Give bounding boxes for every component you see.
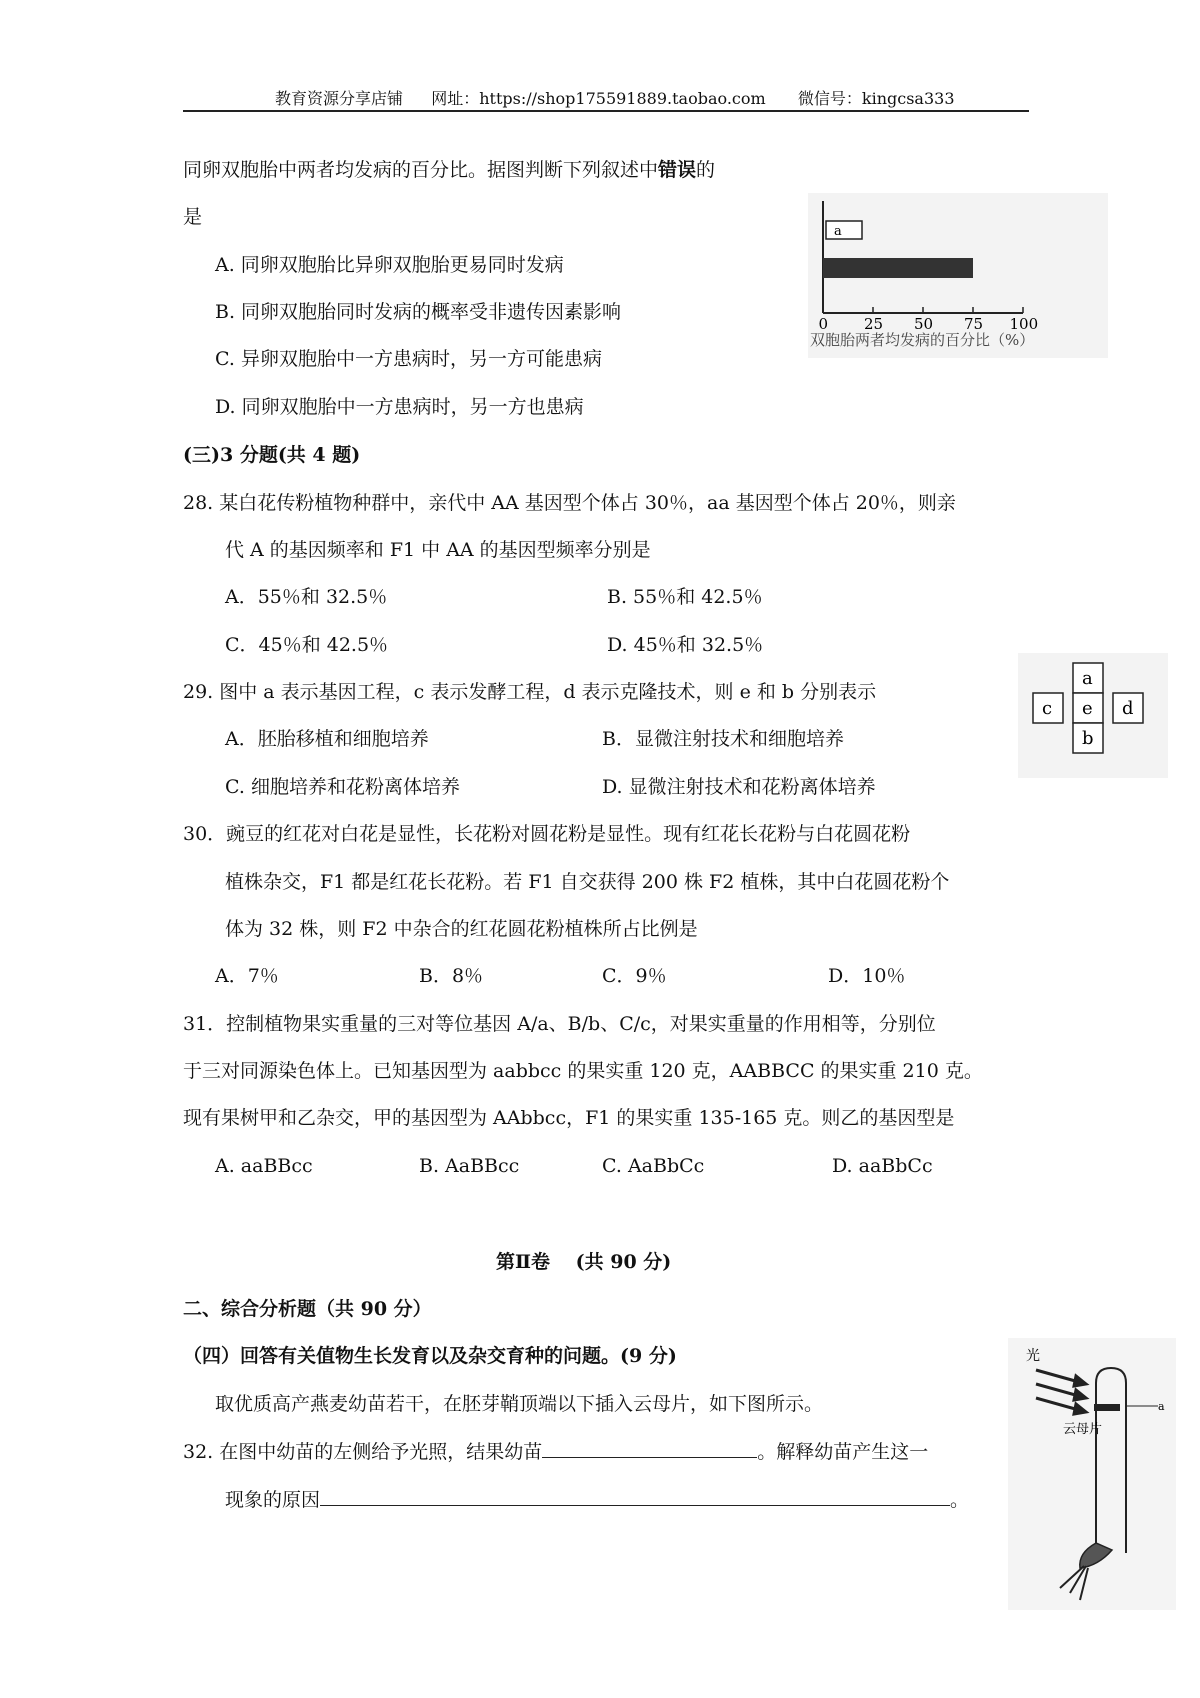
chart-category-label: a bbox=[834, 224, 842, 239]
header-shop: 教育资源分享店铺 bbox=[275, 89, 404, 108]
q27-option-d: D. 同卵双胞胎中一方患病时，另一方也患病 bbox=[215, 396, 584, 418]
seedling-a-label: a bbox=[1158, 1400, 1165, 1413]
part2-intro: 取优质高产燕麦幼苗若干，在胚芽鞘顶端以下插入云母片，如下图所示。 bbox=[215, 1393, 824, 1415]
q31-option-c: C. AaBbCc bbox=[602, 1155, 705, 1177]
seedling-light-label: 光 bbox=[1026, 1348, 1040, 1364]
header-url-label: 网址： bbox=[431, 89, 480, 108]
q32-answer-blank-2[interactable] bbox=[320, 1487, 950, 1506]
q32-text-a: 32. 在图中幼苗的左侧给予光照，结果幼苗 bbox=[183, 1441, 543, 1463]
header-url: https://shop175591889.taobao.com bbox=[479, 89, 766, 108]
cross-diagram-figure bbox=[1018, 653, 1168, 778]
light-arrows-icon bbox=[1036, 1370, 1086, 1414]
q30-line3: 体为 32 株，则 F2 中杂合的红花圆花粉植株所占比例是 bbox=[225, 918, 698, 940]
q28-option-d: D. 45％和 32.5％ bbox=[607, 634, 764, 656]
q31-line2: 于三对同源染色体上。已知基因型为 aabbcc 的果实重 120 克，AABBCC 的果实重 210 克。 bbox=[183, 1060, 983, 1082]
q30-option-a: A．7％ bbox=[215, 965, 279, 987]
q27-stem-line2: 是 bbox=[183, 206, 203, 228]
cross-label-e: e bbox=[1082, 698, 1093, 719]
q28-option-c: C．45％和 42.5％ bbox=[225, 634, 389, 656]
chart-x-label: 双胞胎两者均发病的百分比（%） bbox=[810, 331, 1035, 349]
part2-section-title: 二、综合分析题（共 90 分） bbox=[183, 1298, 432, 1320]
header-wechat: kingcsa333 bbox=[861, 89, 955, 108]
q27-option-a: A. 同卵双胞胎比异卵双胞胎更易同时发病 bbox=[215, 254, 564, 276]
q28-option-b: B. 55％和 42.5％ bbox=[607, 586, 763, 608]
seedling-figure bbox=[1008, 1338, 1176, 1610]
q32-text-end: 。 bbox=[950, 1489, 970, 1511]
q29-line1: 29. 图中 a 表示基因工程，c 表示发酵工程，d 表示克隆技术，则 e 和 b 分别表示 bbox=[183, 681, 877, 703]
q31-line1: 31．控制植物果实重量的三对等位基因 A/a、B/b、C/c，对果实重量的作用相等，分别位 bbox=[183, 1013, 936, 1035]
q30-option-d: D．10％ bbox=[828, 965, 906, 987]
q28-option-a: A．55％和 32.5％ bbox=[225, 586, 388, 608]
q32-line1 bbox=[183, 1439, 928, 1464]
q29-option-a: A．胚胎移植和细胞培养 bbox=[225, 728, 429, 750]
q32-text-b: 。解释幼苗产生这一 bbox=[757, 1441, 929, 1463]
q31-option-a: A. aaBBcc bbox=[215, 1155, 313, 1177]
section3-title: (三)3 分题(共 4 题) bbox=[183, 444, 361, 466]
q27-stem-tail: 的 bbox=[696, 159, 716, 181]
part2-subsection-title: （四）回答有关值物生长发育以及杂交育种的问题。(9 分) bbox=[183, 1345, 677, 1367]
q32-line2 bbox=[225, 1487, 969, 1512]
root-lines bbox=[1060, 1566, 1088, 1600]
twins-chart-figure bbox=[808, 193, 1108, 358]
q32-text-c: 现象的原因 bbox=[225, 1489, 321, 1511]
chart-tick-label-0: 0 bbox=[818, 315, 829, 333]
header-wechat-label: 微信号： bbox=[797, 89, 862, 108]
q29-option-d: D. 显微注射技术和花粉离体培养 bbox=[602, 776, 876, 798]
q31-option-d: D. aaBbCc bbox=[832, 1155, 933, 1177]
q27-stem-bold: 错误 bbox=[658, 159, 697, 181]
q30-option-c: C．9％ bbox=[602, 965, 667, 987]
q31-option-b: B. AaBBcc bbox=[419, 1155, 520, 1177]
twins-bar-chart bbox=[808, 193, 1108, 358]
mica-piece bbox=[1094, 1404, 1120, 1411]
part2-title: 第Ⅱ卷 (共 90 分) bbox=[496, 1251, 672, 1273]
q27-option-b: B. 同卵双胞胎同时发病的概率受非遗传因素影响 bbox=[215, 301, 622, 323]
q30-line1: 30．豌豆的红花对白花是显性，长花粉对圆花粉是显性。现有红花长花粉与白花圆花粉 bbox=[183, 823, 911, 845]
q29-option-c: C. 细胞培养和花粉离体培养 bbox=[225, 776, 460, 798]
q32-answer-blank-1[interactable] bbox=[542, 1439, 757, 1458]
cross-label-d: d bbox=[1122, 698, 1134, 719]
chart-tick-label-75: 75 bbox=[964, 315, 984, 333]
q28-line2: 代 A 的基因频率和 F1 中 AA 的基因型频率分别是 bbox=[225, 539, 651, 561]
q27-option-c: C. 异卵双胞胎中一方患病时，另一方可能患病 bbox=[215, 348, 602, 370]
cross-label-c: c bbox=[1042, 698, 1053, 719]
q28-line1: 28. 某白花传粉植物种群中，亲代中 AA 基因型个体占 30％，aa 基因型个体占 20％，则亲 bbox=[183, 492, 956, 514]
q27-stem-line1 bbox=[183, 158, 715, 182]
q27-stem-text: 同卵双胞胎中两者均发病的百分比。据图判断下列叙述中 bbox=[183, 159, 659, 181]
coleoptile-outline bbox=[1096, 1368, 1126, 1553]
seedling-diagram bbox=[1008, 1338, 1176, 1610]
chart-tick-label-50: 50 bbox=[914, 315, 934, 333]
seedling-mica-label: 云母片 bbox=[1063, 1422, 1103, 1437]
cross-diagram bbox=[1018, 653, 1168, 778]
chart-bar-a bbox=[823, 258, 973, 278]
q30-option-b: B．8％ bbox=[419, 965, 484, 987]
q30-line2: 植株杂交，F1 都是红花长花粉。若 F1 自交获得 200 株 F2 植株，其中白花圆花粉个 bbox=[225, 871, 950, 893]
seed-shape bbox=[1080, 1543, 1112, 1568]
q31-line3: 现有果树甲和乙杂交，甲的基因型为 AAbbcc，F1 的果实重 135-165 克。则乙的基因型是 bbox=[183, 1107, 955, 1129]
chart-tick-label-25: 25 bbox=[864, 315, 884, 333]
header-rule bbox=[183, 110, 1029, 112]
chart-tick-label-100: 100 bbox=[1009, 315, 1039, 333]
chart-category-box bbox=[826, 221, 862, 239]
cross-label-a: a bbox=[1082, 668, 1093, 689]
q29-option-b: B．显微注射技术和细胞培养 bbox=[602, 728, 844, 750]
page-header bbox=[275, 86, 955, 109]
cross-label-b: b bbox=[1082, 728, 1094, 749]
